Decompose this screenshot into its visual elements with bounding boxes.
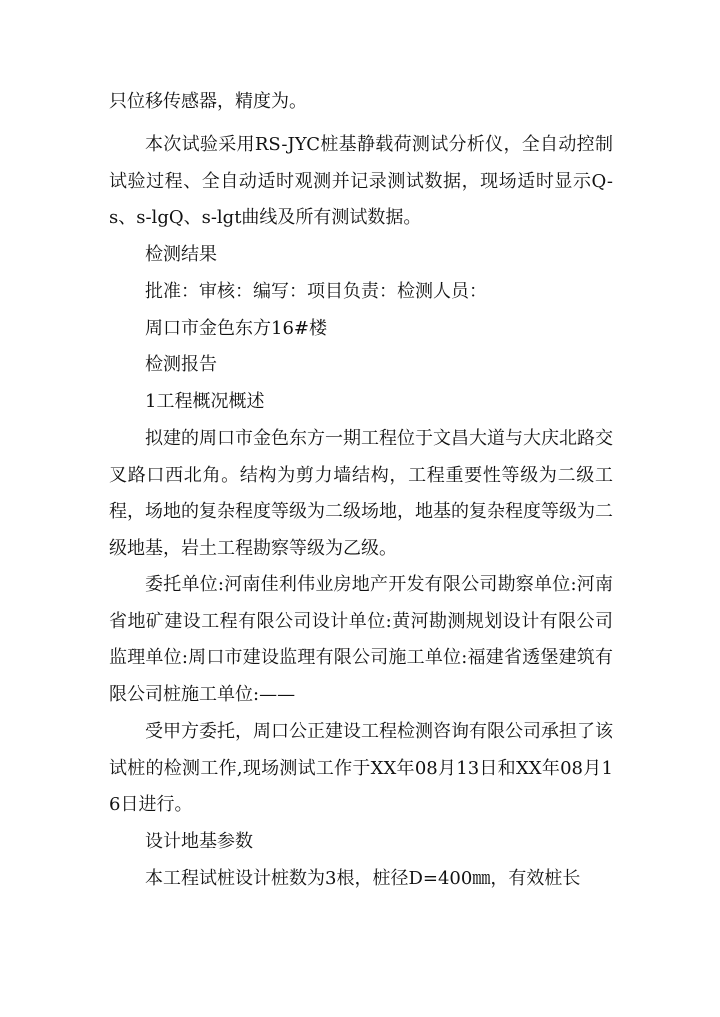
heading-report: 检测报告 [145,354,217,375]
paragraph-commission: 受甲方委托，周口公正建设工程检测咨询有限公司承担了该试桩的检测工作,现场测试工作于XX年08月13日和XX年08月16日进行。 [109,721,613,816]
project-name: 周口市金色东方16#楼 [145,318,327,339]
signature-line: 批准：审核：编写：项目负责：检测人员： [145,281,487,302]
paragraph-project-overview: 拟建的周口市金色东方一期工程位于文昌大道与大庆北路交叉路口西北角。结构为剪力墙结构，工程重要性等级为二级工程，场地的复杂程度等级为二级场地，地基的复杂程度等级为二级地基，岩土工程勘察等级为乙级。 [109,428,613,559]
heading-project-overview: 1工程概况概述 [145,391,265,412]
paragraph-sensor: 只位移传感器，精度为。 [109,91,307,112]
paragraph-pile-parameters: 本工程试桩设计桩数为3根，桩径D=400㎜，有效桩长 [145,868,581,889]
paragraph-test-equipment: 本次试验采用RS-JYC桩基静载荷测试分析仪，全自动控制试验过程、全自动适时观测并记录测试数据，现场适时显示Q-s、s-lgQ、s-lgt曲线及所有测试数据。 [109,134,613,229]
paragraph-units: 委托单位:河南佳利伟业房地产开发有限公司勘察单位:河南省地矿建设工程有限公司设计单位:黄河勘测规划设计有限公司监理单位:周口市建设监理有限公司施工单位:福建省透堡建筑有限公司桩施工单位:—— [109,574,613,705]
heading-test-results: 检测结果 [145,244,217,265]
heading-design-parameters: 设计地基参数 [145,831,253,852]
